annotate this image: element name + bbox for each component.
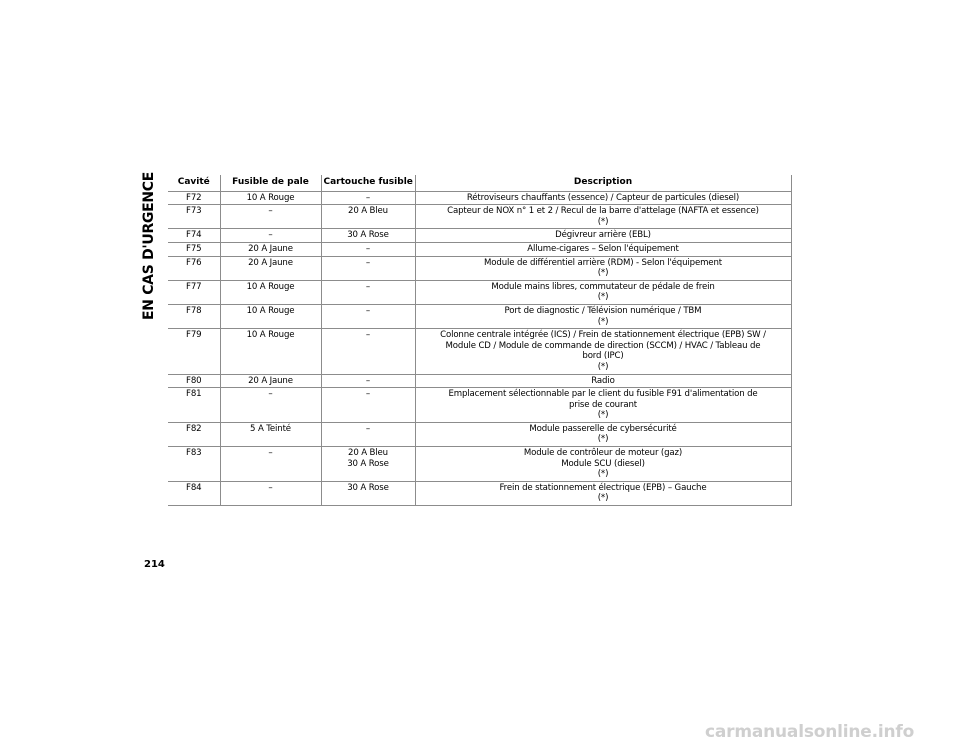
cartridge-line: – xyxy=(365,257,371,268)
cell-blade-fuse: – xyxy=(220,481,321,505)
cell-cavity: F75 xyxy=(168,242,220,256)
description-line: Frein de stationnement électrique (EPB) – Gauche xyxy=(499,482,707,493)
cell-cavity: F82 xyxy=(168,422,220,446)
cell-description xyxy=(415,205,791,229)
description-line: bord (IPC) xyxy=(582,351,624,362)
cell-cartridge-fuse xyxy=(321,329,415,374)
cell-cavity: F73 xyxy=(168,205,220,229)
cell-blade-fuse: 5 A Teinté xyxy=(220,422,321,446)
cell-blade-fuse: – xyxy=(220,447,321,482)
table-row xyxy=(168,422,791,446)
cell-cartridge-fuse xyxy=(321,422,415,446)
description-line: Allume-cigares – Selon l'équipement xyxy=(527,243,679,254)
cartridge-line: 30 A Rose xyxy=(347,482,389,493)
cell-cartridge-fuse xyxy=(321,481,415,505)
table-row xyxy=(168,304,791,328)
cartridge-line: 30 A Rose xyxy=(347,458,389,469)
table-row xyxy=(168,229,791,243)
description-line: (*) xyxy=(597,268,609,279)
cell-blade-fuse: 20 A Jaune xyxy=(220,242,321,256)
cell-description xyxy=(415,447,791,482)
cell-cavity: F76 xyxy=(168,256,220,280)
cell-blade-fuse: 10 A Rouge xyxy=(220,280,321,304)
table-row xyxy=(168,388,791,423)
section-side-title-text: EN CAS D'URGENCE xyxy=(141,171,157,321)
cartridge-line: 30 A Rose xyxy=(347,230,389,241)
description-line: prise de courant xyxy=(569,399,637,410)
cell-cartridge-fuse xyxy=(321,447,415,482)
page-number: 214 xyxy=(144,559,165,570)
cell-description xyxy=(415,422,791,446)
header-description: Description xyxy=(415,175,791,191)
cell-cartridge-fuse xyxy=(321,256,415,280)
fuse-table-body xyxy=(168,191,791,505)
cell-cavity: F79 xyxy=(168,329,220,374)
cell-cavity: F74 xyxy=(168,229,220,243)
cartridge-line: 20 A Bleu xyxy=(348,206,388,217)
table-row xyxy=(168,205,791,229)
cell-description xyxy=(415,191,791,205)
cell-blade-fuse: 20 A Jaune xyxy=(220,374,321,388)
cell-cavity: F78 xyxy=(168,304,220,328)
cartridge-line: – xyxy=(365,305,371,316)
section-side-title xyxy=(138,173,160,319)
description-line: Colonne centrale intégrée (ICS) / Frein de stationnement électrique (EPB) SW / xyxy=(440,330,766,341)
cell-cartridge-fuse xyxy=(321,304,415,328)
cell-cartridge-fuse xyxy=(321,374,415,388)
description-line: (*) xyxy=(597,410,609,421)
description-line: (*) xyxy=(597,361,609,372)
description-line: (*) xyxy=(597,434,609,445)
cell-cartridge-fuse xyxy=(321,229,415,243)
cartridge-line: – xyxy=(365,192,371,203)
description-line: Radio xyxy=(591,375,615,386)
header-blade-fuse: Fusible de pale xyxy=(220,175,321,191)
cartridge-line: – xyxy=(365,243,371,254)
description-line: Module passerelle de cybersécurité xyxy=(529,423,677,434)
cell-cavity: F81 xyxy=(168,388,220,423)
description-line: Emplacement sélectionnable par le client du fusible F91 d'alimentation de xyxy=(448,389,758,400)
table-header-row xyxy=(168,175,791,191)
description-line: Module mains libres, commutateur de pédale de frein xyxy=(491,281,715,292)
cell-description xyxy=(415,388,791,423)
table-row xyxy=(168,242,791,256)
description-line: (*) xyxy=(597,469,609,480)
cell-cartridge-fuse xyxy=(321,205,415,229)
description-line: Module de contrôleur de moteur (gaz) xyxy=(523,448,683,459)
cell-blade-fuse: – xyxy=(220,388,321,423)
cell-description xyxy=(415,374,791,388)
cell-blade-fuse: 10 A Rouge xyxy=(220,191,321,205)
cell-description xyxy=(415,280,791,304)
header-cartridge-fuse: Cartouche fusible xyxy=(321,175,415,191)
cell-cartridge-fuse xyxy=(321,280,415,304)
cell-cavity: F80 xyxy=(168,374,220,388)
description-line: Module SCU (diesel) xyxy=(561,458,645,469)
cartridge-line: – xyxy=(365,423,371,434)
cell-cavity: F77 xyxy=(168,280,220,304)
table-row xyxy=(168,447,791,482)
description-line: (*) xyxy=(597,316,609,327)
table-row xyxy=(168,481,791,505)
cell-description xyxy=(415,229,791,243)
cell-cavity: F83 xyxy=(168,447,220,482)
cell-cartridge-fuse xyxy=(321,388,415,423)
cell-cartridge-fuse xyxy=(321,191,415,205)
cell-blade-fuse: – xyxy=(220,229,321,243)
cell-blade-fuse: 10 A Rouge xyxy=(220,304,321,328)
watermark-text: carmanualsonline.info xyxy=(705,722,915,742)
cell-description xyxy=(415,242,791,256)
cartridge-line: 20 A Bleu xyxy=(348,448,388,459)
cell-description xyxy=(415,304,791,328)
cartridge-line: – xyxy=(365,281,371,292)
description-line: (*) xyxy=(597,292,609,303)
table-row xyxy=(168,329,791,374)
cell-blade-fuse: 10 A Rouge xyxy=(220,329,321,374)
description-line: Capteur de NOX n° 1 et 2 / Recul de la barre d'attelage (NAFTA et essence) xyxy=(447,206,759,217)
cell-blade-fuse: 20 A Jaune xyxy=(220,256,321,280)
description-line: Dégivreur arrière (EBL) xyxy=(555,230,651,241)
description-line: (*) xyxy=(597,216,609,227)
cell-description xyxy=(415,481,791,505)
cell-cavity: F72 xyxy=(168,191,220,205)
table-row xyxy=(168,256,791,280)
header-cavity: Cavité xyxy=(168,175,220,191)
cell-cartridge-fuse xyxy=(321,242,415,256)
cartridge-line: – xyxy=(365,375,371,386)
table-row xyxy=(168,374,791,388)
cartridge-line: – xyxy=(365,330,371,341)
table-row xyxy=(168,280,791,304)
cell-description xyxy=(415,329,791,374)
cell-cavity: F84 xyxy=(168,481,220,505)
description-line: Module CD / Module de commande de direction (SCCM) / HVAC / Tableau de xyxy=(445,340,761,351)
description-line: Module de différentiel arrière (RDM) - Selon l'équipement xyxy=(484,257,722,268)
description-line: (*) xyxy=(597,493,609,504)
description-line: Rétroviseurs chauffants (essence) / Capteur de particules (diesel) xyxy=(466,192,740,203)
table-row xyxy=(168,191,791,205)
fuse-table xyxy=(168,175,792,506)
cartridge-line: – xyxy=(365,389,371,400)
cell-blade-fuse: – xyxy=(220,205,321,229)
cell-description xyxy=(415,256,791,280)
description-line: Port de diagnostic / Télévision numérique / TBM xyxy=(504,305,702,316)
